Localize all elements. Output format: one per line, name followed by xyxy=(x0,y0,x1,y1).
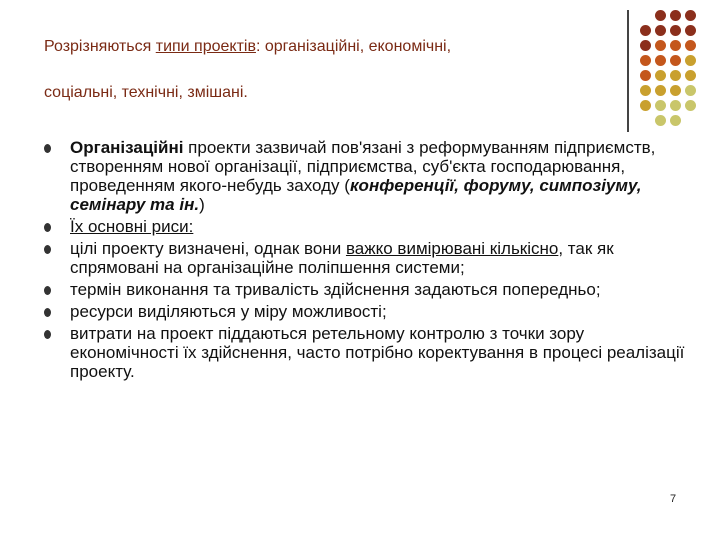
decorative-dot xyxy=(670,40,681,51)
decorative-dot xyxy=(640,85,651,96)
item-underlined: Їх основні риси: xyxy=(70,217,194,236)
bullet-icon xyxy=(44,223,51,232)
decorative-dot xyxy=(655,25,666,36)
bullet-icon xyxy=(44,308,51,317)
decorative-dot xyxy=(670,100,681,111)
decorative-dot xyxy=(670,115,681,126)
list-item xyxy=(44,302,694,321)
decorative-dot xyxy=(670,70,681,81)
decorative-dot xyxy=(685,55,696,66)
title-line-2: соціальні, технічні, змішані. xyxy=(44,84,248,101)
decorative-dot xyxy=(685,100,696,111)
item-text: термін виконання та тривалість здійснення задаються попередньо; xyxy=(70,280,601,299)
decorative-dot xyxy=(655,40,666,51)
title-link[interactable]: типи проектів xyxy=(155,38,256,55)
item-text: , так як спрямовані на організаційне поліпшення системи; xyxy=(70,239,614,277)
decorative-dot xyxy=(655,10,666,21)
item-text: проекти зазвичай пов'язані з реформуванням підприємств, створенням нової організації, підприємства, суб'єкта господарювання, проведенням якого-небудь заходу ( xyxy=(70,138,656,195)
decorative-dot xyxy=(685,85,696,96)
item-text: витрати на проект піддаються ретельному контролю з точки зору економічності їх здійснення, часто потрібно коректування в процесі реалізації проекту. xyxy=(70,324,685,381)
decorative-dot xyxy=(685,25,696,36)
list-item xyxy=(44,280,694,299)
decorative-dot xyxy=(655,70,666,81)
bullet-icon xyxy=(44,286,51,295)
list-item xyxy=(44,239,694,277)
item-text: цілі проекту визначені, однак вони xyxy=(70,239,346,258)
title-post: : організаційні, економічні, xyxy=(255,38,452,55)
item-underlined: важко вимірювані кількісно xyxy=(345,239,559,258)
decorative-dot xyxy=(685,70,696,81)
decorative-dot xyxy=(685,10,696,21)
list-item xyxy=(44,217,694,236)
divider-line xyxy=(627,10,629,132)
title-line-1 xyxy=(44,38,451,56)
decorative-dot xyxy=(640,55,651,66)
title-pre: Розрізняються xyxy=(44,38,156,55)
item-bold-italic: конференції, форуму, симпозіуму, семінару та ін. xyxy=(70,176,642,214)
list-item xyxy=(44,324,694,381)
decorative-dot xyxy=(655,55,666,66)
decorative-dot xyxy=(640,40,651,51)
decorative-dot xyxy=(640,70,651,81)
decorative-dot xyxy=(640,100,651,111)
item-text: ресурси виділяються у міру можливості; xyxy=(70,302,387,321)
bullet-icon xyxy=(44,144,51,153)
bullet-icon xyxy=(44,245,51,254)
decorative-dot xyxy=(670,10,681,21)
decorative-dot xyxy=(685,40,696,51)
decorative-dot xyxy=(655,85,666,96)
decorative-dot xyxy=(655,115,666,126)
item-bold: Організаційні xyxy=(70,138,184,157)
item-text: ) xyxy=(199,195,205,214)
decorative-dot xyxy=(640,25,651,36)
bullet-icon xyxy=(44,330,51,339)
decorative-dot xyxy=(670,55,681,66)
decorative-dot xyxy=(655,100,666,111)
list-item xyxy=(44,138,694,214)
decorative-dot xyxy=(670,25,681,36)
decorative-dot xyxy=(670,85,681,96)
page-number: 7 xyxy=(670,493,677,505)
bullet-list xyxy=(44,138,694,384)
